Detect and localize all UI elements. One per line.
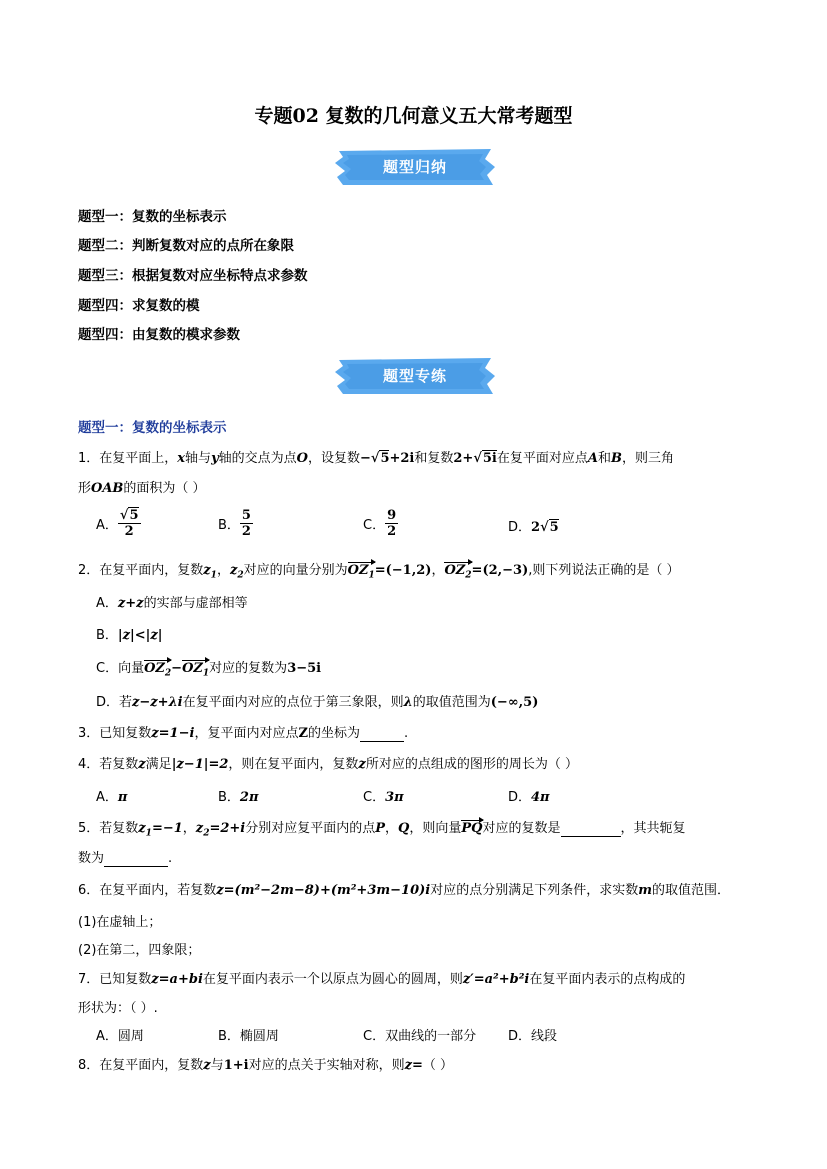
- question-7-option-a: A．圆周: [96, 1029, 144, 1044]
- question-3: 3．已知复数z=1−i，复平面内对应点Z的坐标为 .: [78, 726, 409, 741]
- banner-summary: [333, 147, 497, 187]
- question-6-sub-1: (1)在虚轴上；: [78, 915, 162, 930]
- question-4-option-b: B．2π: [218, 790, 259, 805]
- page-title: 专题02 复数的几何意义五大常考题型: [254, 105, 573, 127]
- question-2-option-b: B．|z|<|z|: [96, 628, 163, 643]
- banner-practice: [333, 356, 497, 396]
- question-8: 8．在复平面内，复数z与1+i对应的点关于实轴对称，则z=（ ）: [78, 1058, 454, 1073]
- question-4-option-c: C．3π: [363, 790, 404, 805]
- question-1-line-2: 形OAB的面积为（ ）: [78, 481, 206, 496]
- question-1-option-a: A． $\frac{√5}{2}$: [96, 508, 139, 539]
- answer-blank[interactable]: [360, 726, 404, 742]
- question-6-stem: 6．在复平面内，若复数z=(m²−2m−8)+(m²+3m−10)i对应的点分别满足下列条件，求实数m的取值范围．: [78, 883, 730, 898]
- question-1-line-1: 1．在复平面上，x轴与y轴的交点为点O，设复数−√5+2i和复数2+√5i在复平面对应点A和B，则三角: [78, 451, 675, 466]
- question-7-option-c: C．双曲线的一部分: [363, 1029, 477, 1044]
- type-item-1: 题型一：复数的坐标表示: [78, 209, 227, 225]
- question-1-option-c: C． $\frac{9}{2}$: [363, 508, 397, 539]
- banner-summary-label: 题型归纳: [382, 158, 447, 176]
- type-item-3: 题型三：根据复数对应坐标特点求参数: [78, 268, 308, 284]
- answer-blank[interactable]: [561, 821, 621, 837]
- question-2-stem: 2．在复平面内，复数$z_1$，$z_2$对应的向量分别为$OZ_1=(-1,2)$，$OZ_2=(2,-3)$,则下列说法正确的是（ ）: [78, 563, 680, 581]
- question-5-line-2: 数为 .: [78, 851, 173, 866]
- banner-practice-label: 题型专练: [382, 367, 447, 385]
- type-item-2: 题型二：判断复数对应的点所在象限: [78, 238, 294, 254]
- question-1-option-d: D．2√5: [508, 520, 559, 535]
- type-item-5: 题型四：由复数的模求参数: [78, 327, 240, 343]
- question-7-option-d: D．线段: [508, 1029, 558, 1044]
- type-item-4: 题型四：求复数的模: [78, 298, 200, 314]
- question-6-sub-2: (2)在第二，四象限；: [78, 943, 201, 958]
- question-4-option-d: D．4π: [508, 790, 550, 805]
- question-7-line-2: 形状为：（ ）.: [78, 1001, 158, 1016]
- question-7-line-1: 7．已知复数z=a+bi在复平面内表示一个以原点为圆心的圆周，则z′=a²+b²i在复平面内表示的点构成的: [78, 972, 686, 987]
- question-4-option-a: A．π: [96, 790, 128, 805]
- question-2-option-c: C．向量$OZ_2-OZ_1$对应的复数为3−5i: [96, 661, 322, 679]
- question-7-option-b: B．椭圆周: [218, 1029, 279, 1044]
- question-2-option-a: A．z+z的实部与虚部相等: [96, 596, 248, 611]
- question-2-option-d: D．若z−z+λi在复平面内对应的点位于第三象限，则λ的取值范围为(−∞,5): [96, 695, 539, 710]
- section-heading: 题型一：复数的坐标表示: [78, 420, 227, 436]
- question-1-option-b: B． $\frac{5}{2}$: [218, 508, 251, 539]
- answer-blank[interactable]: [104, 851, 168, 867]
- question-4-stem: 4．若复数z满足|z−1|=2，则在复平面内，复数z所对应的点组成的图形的周长为（ ）: [78, 757, 578, 772]
- question-5-line-1: 5．若复数$z_1=-1$，$z_2=2+i$分别对应复平面内的点P，Q，则向量PQ对应的复数是 ，其共轭复: [78, 821, 686, 839]
